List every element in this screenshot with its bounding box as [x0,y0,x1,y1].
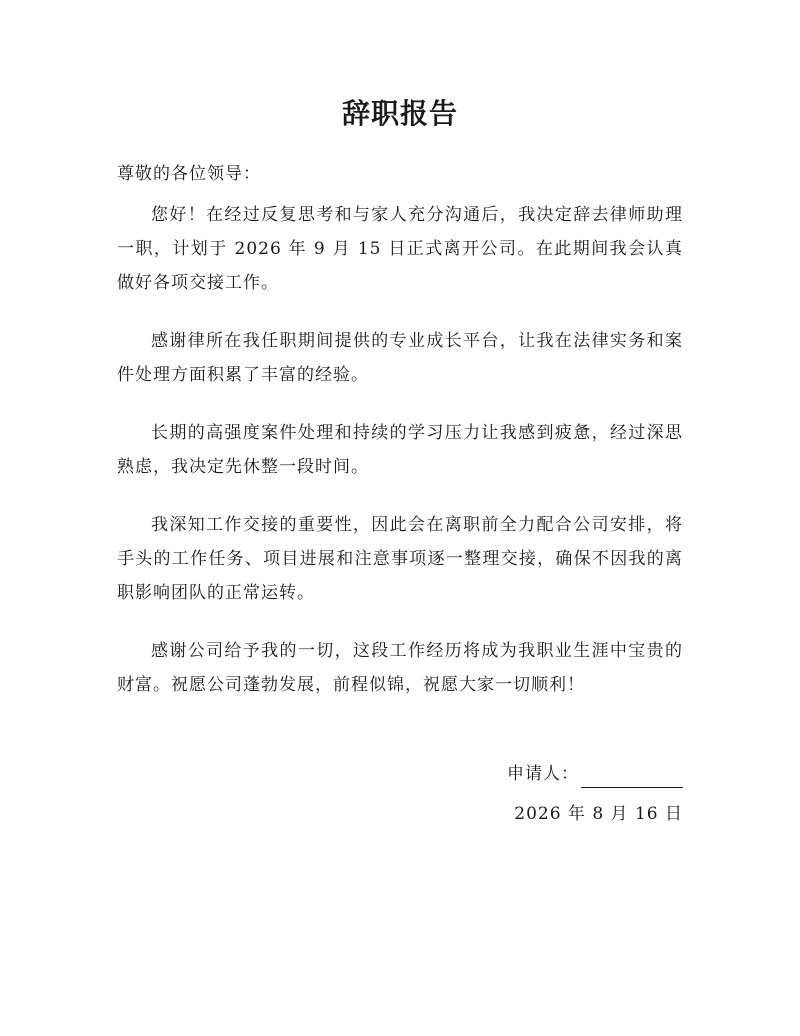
salutation: 尊敬的各位领导： [117,164,261,184]
letter-body [117,198,683,726]
signature-block [507,760,683,788]
paragraph-reason: 长期的高强度案件处理和持续的学习压力让我感到疲惫，经过深思熟虑，我决定先休整一段时间。 [117,423,683,477]
paragraph-closing: 感谢公司给予我的一切，这段工作经历将成为我职业生涯中宝贵的财富。祝愿公司蓬勃发展，前程似锦，祝愿大家一切顺利！ [117,641,683,695]
document-title: 辞职报告 [341,97,458,130]
paragraph-opening: 您好！在经过反复思考和与家人充分沟通后，我决定辞去律师助理一职，计划于 2026 年 9 月 15 日正式离开公司。在此期间我会认真做好各项交接工作。 [117,205,683,293]
applicant-label: 申请人： [507,764,579,784]
paragraph-thanks: 感谢律所在我任职期间提供的专业成长平台，让我在法律实务和案件处理方面积累了丰富的经验。 [117,331,683,385]
signature-line [581,765,683,788]
paragraph-handover: 我深知工作交接的重要性，因此会在离职前全力配合公司安排，将手头的工作任务、项目进展和注意事项逐一整理交接，确保不因我的离职影响团队的正常运转。 [117,515,683,603]
letter-date: 2026 年 8 月 16 日 [514,804,683,824]
